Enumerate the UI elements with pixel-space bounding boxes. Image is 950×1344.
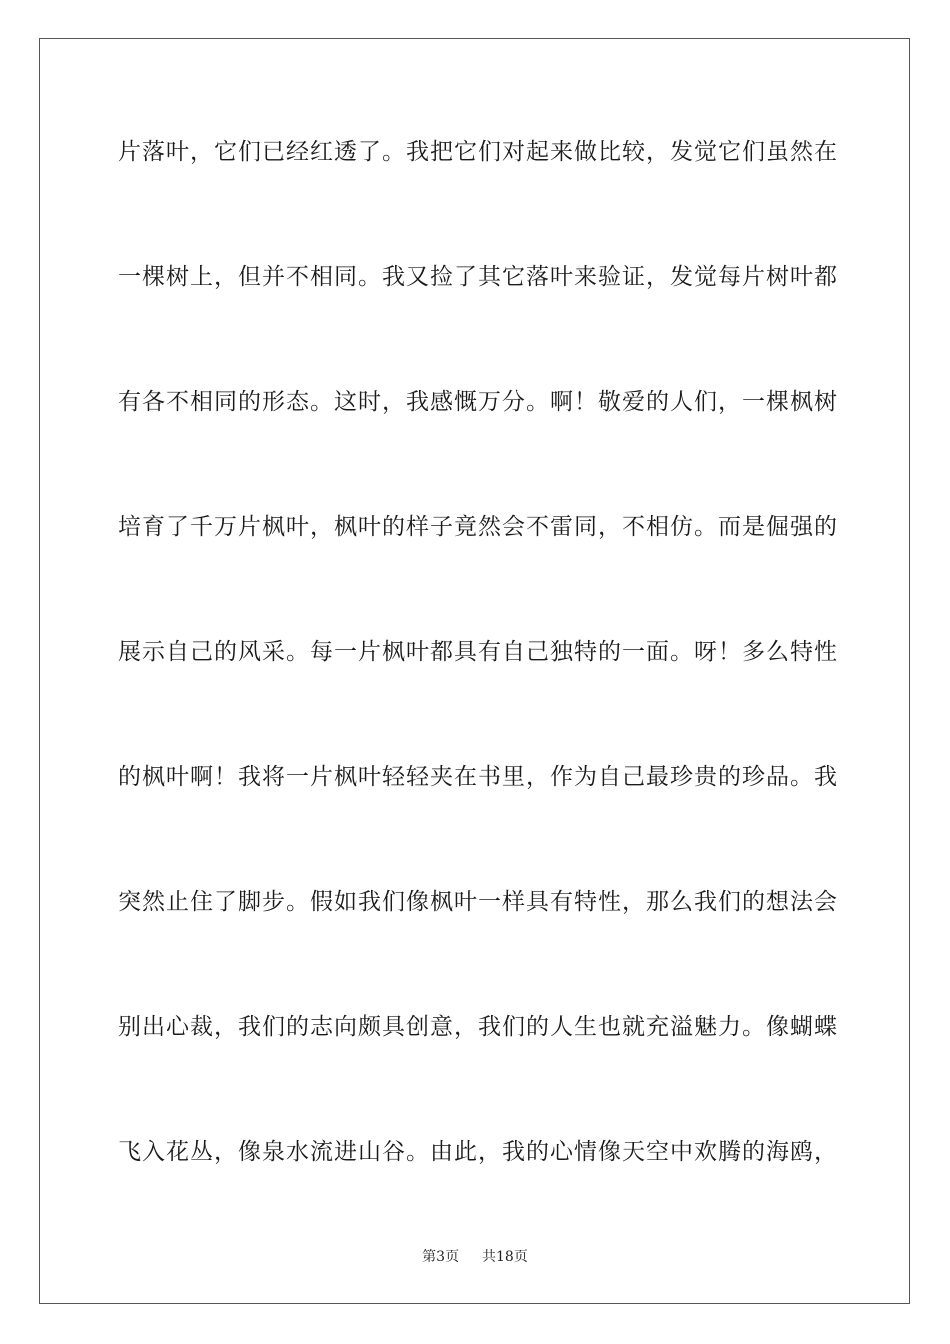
text-line: 培育了千万片枫叶，枫叶的样子竟然会不雷同，不相仿。而是倔强的 bbox=[118, 514, 838, 540]
page-footer bbox=[0, 1246, 950, 1266]
text-line: 突然止住了脚步。假如我们像枫叶一样具有特性，那么我们的想法会 bbox=[118, 889, 838, 915]
text-line: 有各不相同的形态。这时，我感慨万分。啊！敬爱的人们，一棵枫树 bbox=[118, 389, 838, 415]
text-line: 展示自己的风采。每一片枫叶都具有自己独特的一面。呀！多么特性 bbox=[118, 639, 838, 665]
text-line: 飞入花丛，像泉水流进山谷。由此，我的心情像天空中欢腾的海鸥， bbox=[118, 1139, 838, 1165]
text-line: 一棵树上，但并不相同。我又捡了其它落叶来验证，发觉每片树叶都 bbox=[118, 264, 838, 290]
current-page-number: 第3页 bbox=[422, 1249, 460, 1265]
text-line: 的枫叶啊！我将一片枫叶轻轻夹在书里，作为自己最珍贵的珍品。我 bbox=[118, 764, 838, 790]
text-line: 别出心裁，我们的志向颇具创意，我们的人生也就充溢魅力。像蝴蝶 bbox=[118, 1014, 838, 1040]
total-pages: 共18页 bbox=[482, 1249, 528, 1265]
text-line: 片落叶，它们已经红透了。我把它们对起来做比较，发觉它们虽然在 bbox=[118, 139, 838, 165]
document-body bbox=[118, 128, 838, 1253]
